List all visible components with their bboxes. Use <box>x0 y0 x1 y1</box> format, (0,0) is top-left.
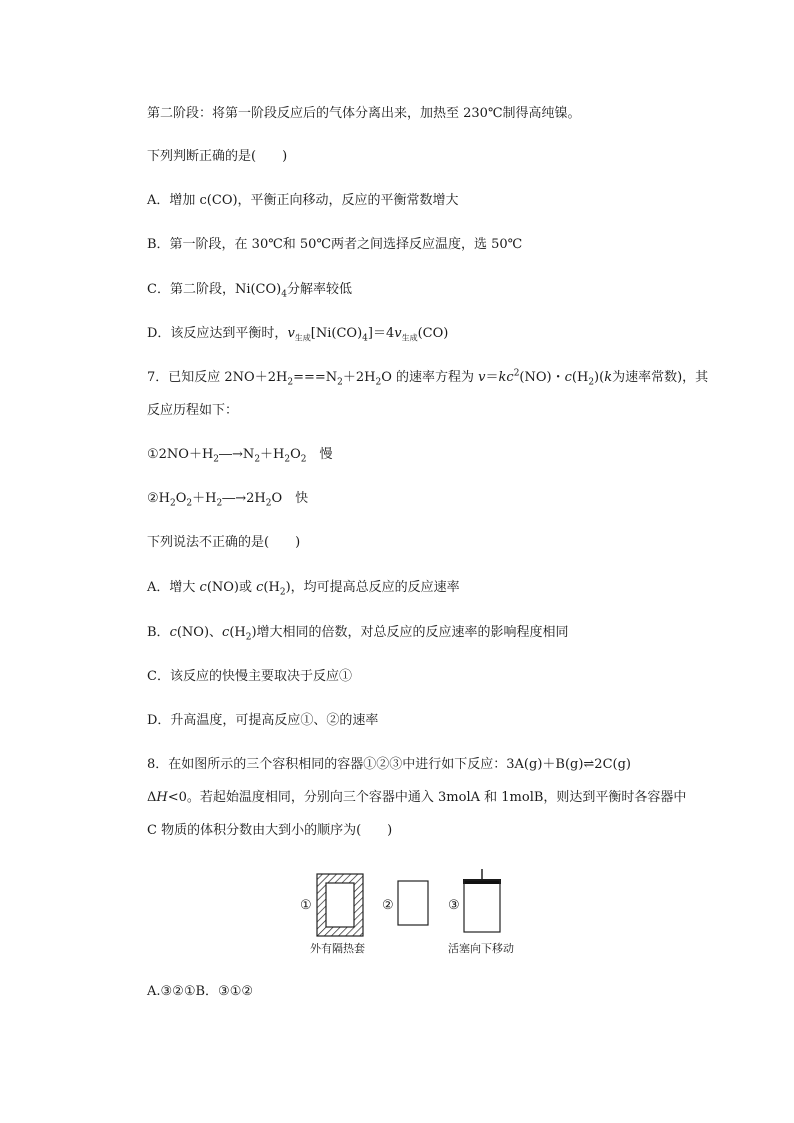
container-1-caption: 外有隔热套 <box>310 942 365 955</box>
q7-option-c: C．该反应的快慢主要取决于反应① <box>147 669 352 684</box>
container-1-insulated <box>316 873 366 937</box>
q7-option-d: D．升高温度，可提高反应①、②的速率 <box>147 713 379 728</box>
container-3-caption: 活塞向下移动 <box>448 942 514 955</box>
containers-figure <box>300 868 520 958</box>
q6-option-d: D．该反应达到平衡时，$v_{生成}[Ni(CO)_4]=4v_{生成}(CO)$ <box>147 326 449 344</box>
q8-stem-line2: ΔH<0。若起始温度相同，分别向三个容器中通入 3molA 和 1molB，则达到平衡时各容器中 <box>147 790 687 805</box>
q7-option-b: B．c(NO)、$c(H_2)$增大相同的倍数，对总反应的反应速率的影响程度相同 <box>147 625 569 643</box>
q7-step1: $①2NO+H_2―\to N_2+H_2O_2$ 慢 <box>147 447 333 465</box>
q6-option-c: C．第二阶段，$Ni(CO)_4$分解率较低 <box>147 282 352 300</box>
q7-step2: $②H_2O_2+H_2―\to 2H_2O$ 快 <box>147 491 309 509</box>
container-2-plain <box>397 880 431 928</box>
q7-question: 下列说法不正确的是( ) <box>147 535 301 550</box>
container-2-label: ② <box>382 898 394 913</box>
q7-stem-line2: 反应历程如下： <box>147 403 239 418</box>
stage2-text: 第二阶段：将第一阶段反应后的气体分离出来，加热至 230℃制得高纯镍。 <box>147 106 581 121</box>
container-1-label: ① <box>300 898 312 913</box>
container-3-label: ③ <box>448 898 460 913</box>
q8-stem-line1: 8．在如图所示的三个容积相同的容器①②③中进行如下反应：3A(g)＋B(g)⇌2C(g) <box>147 757 631 772</box>
q8-stem-line3: C 物质的体积分数由大到小的顺序为( ) <box>147 823 393 838</box>
q6-option-a: A．增加 c(CO)，平衡正向移动，反应的平衡常数增大 <box>147 193 459 208</box>
q6-stem: 下列判断正确的是( ) <box>147 149 288 164</box>
q8-answer-options: A.③②①B．③①② <box>147 984 253 999</box>
container-3-piston <box>462 868 504 934</box>
q7-option-a: A．增大 c(NO)或 $c(H_2)$，均可提高总反应的反应速率 <box>147 580 460 598</box>
q7-stem-line1: 7．已知反应 $2NO+2H_2===N_2+2H_2O$ 的速率方程为 $v=kc^2(NO)$・$c(H_2)(k$为速率常数)，其 <box>147 368 709 388</box>
q6-option-b: B．第一阶段，在 30℃和 50℃两者之间选择反应温度，选 50℃ <box>147 237 523 252</box>
